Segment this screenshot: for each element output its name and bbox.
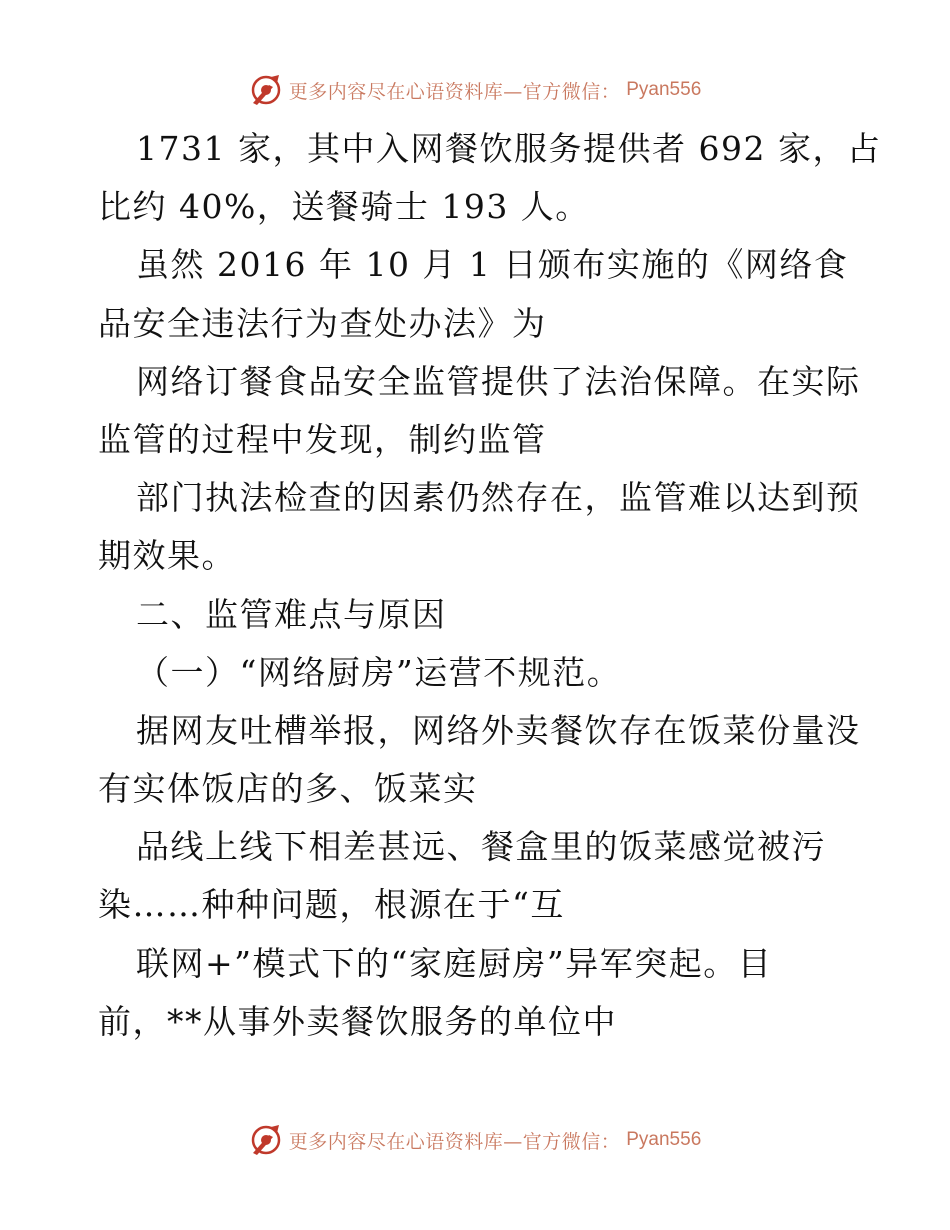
text-line: 品安全违法行为查处办法》为: [98, 303, 547, 343]
text-line: 1731 家，其中入网餐饮服务提供者 692 家，占: [136, 129, 882, 168]
text-line: 比约 40%，送餐骑士 193 人。: [98, 187, 590, 227]
header-banner-brand: Pyan556: [626, 79, 702, 100]
document-body: [98, 120, 882, 1051]
footer-banner: [0, 1122, 950, 1158]
section-heading: 二、监管难点与原因: [136, 594, 447, 634]
text-line: 据网友吐槽举报，网络外卖餐饮存在饭菜份量没: [136, 710, 861, 750]
text-line: 虽然 2016 年 10 月 1 日颁布实施的《网络食: [136, 245, 849, 285]
text-line: 前，**从事外卖餐饮服务的单位中: [98, 1001, 617, 1041]
footer-banner-text: 更多内容尽在心语资料库—官方微信：: [288, 1130, 621, 1153]
header-banner: [0, 72, 950, 108]
text-line: 染……种种问题，根源在于“互: [98, 885, 565, 925]
text-line: 有实体饭店的多、饭菜实: [98, 769, 478, 809]
text-line: 期效果。: [98, 536, 236, 576]
text-line: 部门执法检查的因素仍然存在，监管难以达到预: [136, 478, 861, 518]
pen-logo-icon: [249, 73, 283, 107]
text-line: 联网+”模式下的“家庭厨房”异军突起。目: [136, 943, 773, 983]
text-line: 网络订餐食品安全监管提供了法治保障。在实际: [136, 361, 861, 401]
pen-logo-icon: [249, 1123, 283, 1157]
footer-banner-brand: Pyan556: [626, 1129, 702, 1150]
text-line: 监管的过程中发现，制约监管: [98, 419, 547, 459]
text-line: 品线上线下相差甚远、餐盒里的饭菜感觉被污: [136, 827, 826, 867]
header-banner-text: 更多内容尽在心语资料库—官方微信：: [288, 80, 621, 103]
subsection-heading: （一）“网络厨房”运营不规范。: [136, 652, 622, 692]
